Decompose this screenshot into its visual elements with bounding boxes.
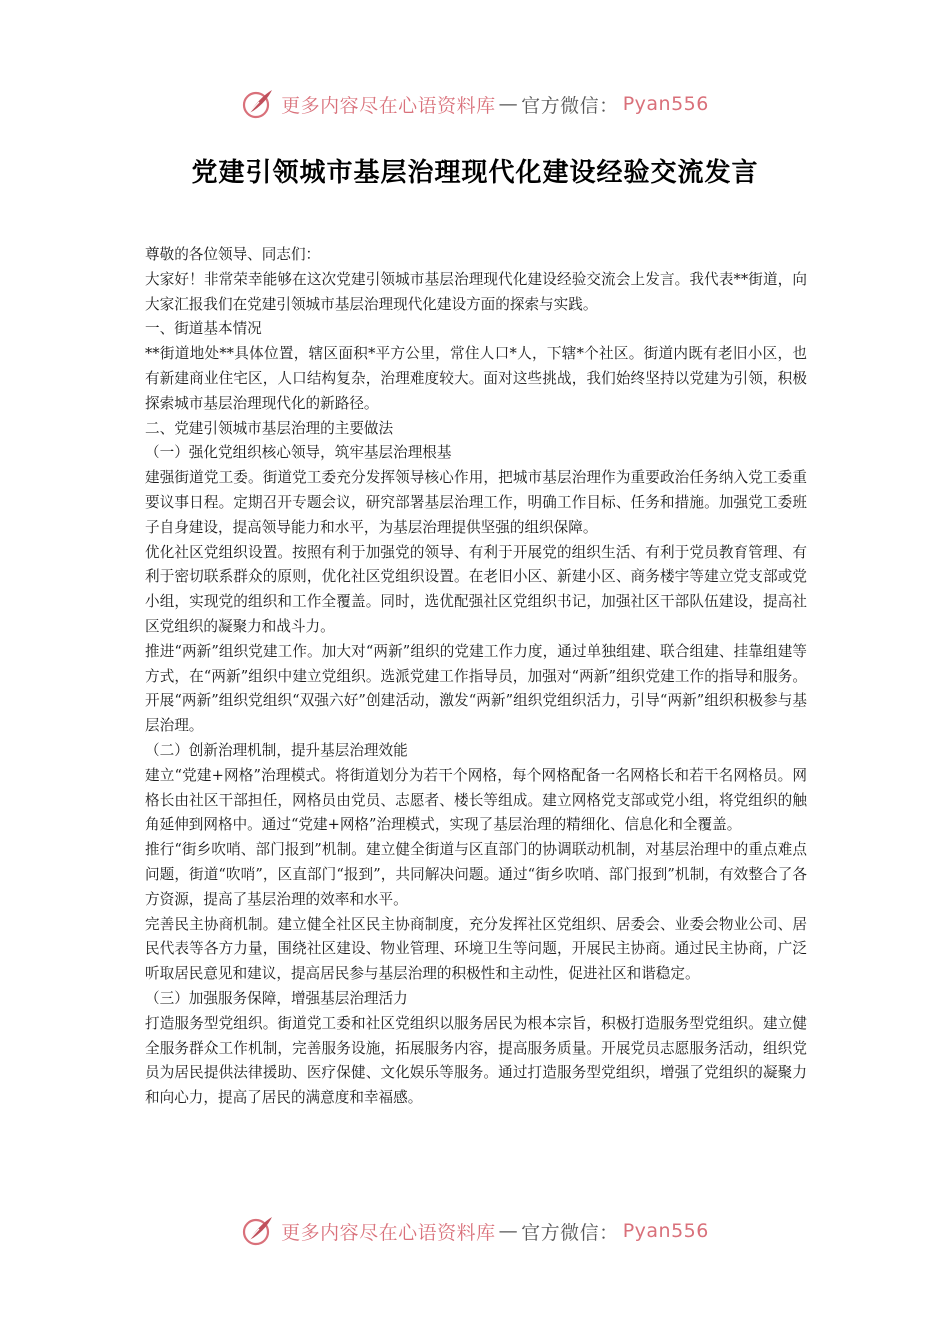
document-body <box>145 243 807 1111</box>
paragraph: 大家好！非常荣幸能够在这次党建引领城市基层治理现代化建设经验交流会上发言。我代表**街道，向大家汇报我们在党建引领城市基层治理现代化建设方面的探索与实践。 <box>145 270 807 313</box>
paragraph: 建立“党建+网格”治理模式。将街道划分为若干个网格，每个网格配备一名网格长和若干名网格员。网格长由社区干部担任，网格员由党员、志愿者、楼长等组成。建立网格党支部或党小组，将党组织的触角延伸到网格中。通过“党建+网格”治理模式，实现了基层治理的精细化、信息化和全覆盖。 <box>145 766 807 834</box>
quill-logo-icon <box>241 87 275 121</box>
paragraph: 完善民主协商机制。建立健全社区民主协商制度，充分发挥社区党组织、居委会、业委会物业公司、居民代表等各方力量，围绕社区建设、物业管理、环境卫生等问题，开展民主协商。通过民主协商，广泛听取居民意见和建议，提高居民参与基层治理的积极性和主动性，促进社区和谐稳定。 <box>145 915 807 983</box>
watermark-text: 更多内容尽在心语资料库 <box>281 1221 496 1244</box>
watermark-wechat-id: Pyan556 <box>622 1220 709 1242</box>
quill-logo-icon <box>241 1214 275 1248</box>
paragraph: 打造服务型党组织。街道党工委和社区党组织以服务居民为根本宗旨，积极打造服务型党组织。建立健全服务群众工作机制，完善服务设施，拓展服务内容，提高服务质量。开展党员志愿服务活动，组织党员为居民提供法律援助、医疗保健、文化娱乐等服务。通过打造服务型党组织，增强了党组织的凝聚力和向心力，提高了居民的满意度和幸福感。 <box>145 1014 807 1107</box>
paragraph: **街道地处**具体位置，辖区面积*平方公里，常住人口*人，下辖*个社区。街道内既有老旧小区，也有新建商业住宅区，人口结构复杂，治理难度较大。面对这些挑战，我们始终坚持以党建为引领，积极探索城市基层治理现代化的新路径。 <box>145 345 807 412</box>
salutation: 尊敬的各位领导、同志们： <box>145 246 321 263</box>
subsection-heading: （二）创新治理机制，提升基层治理效能 <box>145 741 408 759</box>
watermark-text: 更多内容尽在心语资料库 <box>281 94 496 117</box>
watermark-label: 官方微信： <box>521 94 619 117</box>
paragraph: 推进“两新”组织党建工作。加大对“两新”组织的党建工作力度，通过单独组建、联合组建、挂靠组建等方式，在“两新”组织中建立党组织。选派党建工作指导员，加强对“两新”组织党建工作的指导和服务。开展“两新”组织党组织“双强六好”创建活动，激发“两新”组织党组织活力，引导“两新”组织积极参与基层治理。 <box>145 642 807 735</box>
watermark-separator: — <box>498 1220 519 1242</box>
subsection-heading: （三）加强服务保障，增强基层治理活力 <box>145 989 408 1007</box>
watermark-separator: — <box>498 93 519 115</box>
paragraph: 推行“街乡吹哨、部门报到”机制。建立健全街道与区直部门的协调联动机制，对基层治理中的重点难点问题，街道“吹哨”，区直部门“报到”，共同解决问题。通过“街乡吹哨、部门报到”机制，有效整合了各方资源，提高了基层治理的效率和水平。 <box>145 841 807 908</box>
watermark-header <box>0 84 950 124</box>
document-title: 党建引领城市基层治理现代化建设经验交流发言 <box>191 158 759 188</box>
subsection-heading: （一）强化党组织核心领导，筑牢基层治理根基 <box>145 444 452 462</box>
watermark-label: 官方微信： <box>521 1221 619 1244</box>
paragraph: 优化社区党组织设置。按照有利于加强党的领导、有利于开展党的组织生活、有利于党员教育管理、有利于密切联系群众的原则，优化社区党组织设置。在老旧小区、新建小区、商务楼宇等建立党支部或党小组，实现党的组织和工作全覆盖。同时，选优配强社区党组织书记，加强社区干部队伍建设，提高社区党组织的凝聚力和战斗力。 <box>145 543 807 635</box>
paragraph: 建强街道党工委。街道党工委充分发挥领导核心作用，把城市基层治理作为重要政治任务纳入党工委重要议事日程。定期召开专题会议，研究部署基层治理工作，明确工作目标、任务和措施。加强党工委班子自身建设，提高领导能力和水平，为基层治理提供坚强的组织保障。 <box>145 469 807 536</box>
section-heading: 一、街道基本情况 <box>145 320 262 338</box>
watermark-wechat-id: Pyan556 <box>622 93 709 115</box>
watermark-footer <box>0 1211 950 1251</box>
section-heading: 二、党建引领城市基层治理的主要做法 <box>145 419 394 437</box>
